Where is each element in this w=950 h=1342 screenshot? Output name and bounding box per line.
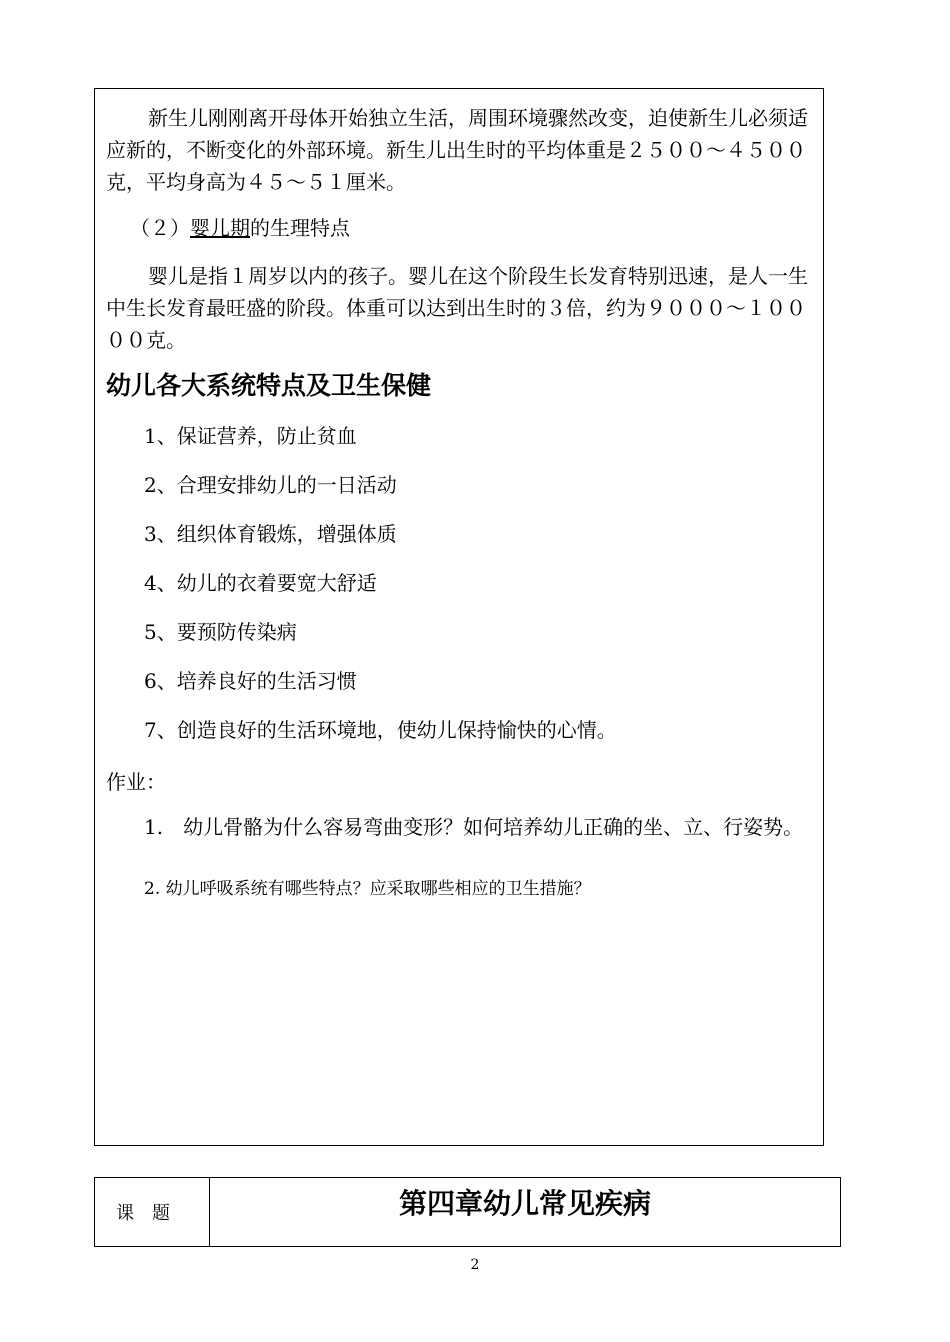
subheading-prefix: （２） <box>130 216 190 240</box>
list-item: 2、合理安排幼儿的一日活动 <box>144 473 397 497</box>
paragraph-newborn: 新生儿刚刚离开母体开始独立生活，周围环境骤然改变，迫使新生儿必须适应新的，不断变化的外部环境。新生儿出生时的平均体重是２５００～４５００克，平均身高为４５～５１厘米。 <box>106 106 808 194</box>
section-heading: 幼儿各大系统特点及卫生保健 <box>106 371 432 400</box>
list-item: 7、创造良好的生活环境地，使幼儿保持愉快的心情。 <box>144 718 617 742</box>
page-number: 2 <box>470 1257 480 1273</box>
lesson-title: 第四章幼儿常见疾病 <box>210 1178 841 1247</box>
lesson-label: 课题 <box>95 1178 210 1247</box>
lesson-title-table <box>94 1177 841 1247</box>
subheading-infant <box>130 212 842 244</box>
homework-question: 1. 幼儿骨骼为什么容易弯曲变形？如何培养幼儿正确的坐、立、行姿势。 <box>144 815 804 839</box>
list-item: 5、要预防传染病 <box>144 620 297 644</box>
homework-question: 2. 幼儿呼吸系统有哪些特点？应采取哪些相应的卫生措施？ <box>144 879 591 899</box>
list-item: 3、组织体育锻炼，增强体质 <box>144 522 397 546</box>
subheading-term: 婴儿期 <box>190 216 250 240</box>
list-item: 1、保证营养，防止贫血 <box>144 424 357 448</box>
list-item: 6、培养良好的生活习惯 <box>144 669 357 693</box>
list-item: 4、幼儿的衣着要宽大舒适 <box>144 571 377 595</box>
subheading-suffix: 的生理特点 <box>250 216 350 240</box>
paragraph-infant: 婴儿是指１周岁以内的孩子。婴儿在这个阶段生长发育特别迅速，是人一生中生长发育最旺盛的阶段。体重可以达到出生时的３倍，约为９０００～１００００克。 <box>106 264 808 352</box>
homework-label: 作业： <box>106 770 166 794</box>
